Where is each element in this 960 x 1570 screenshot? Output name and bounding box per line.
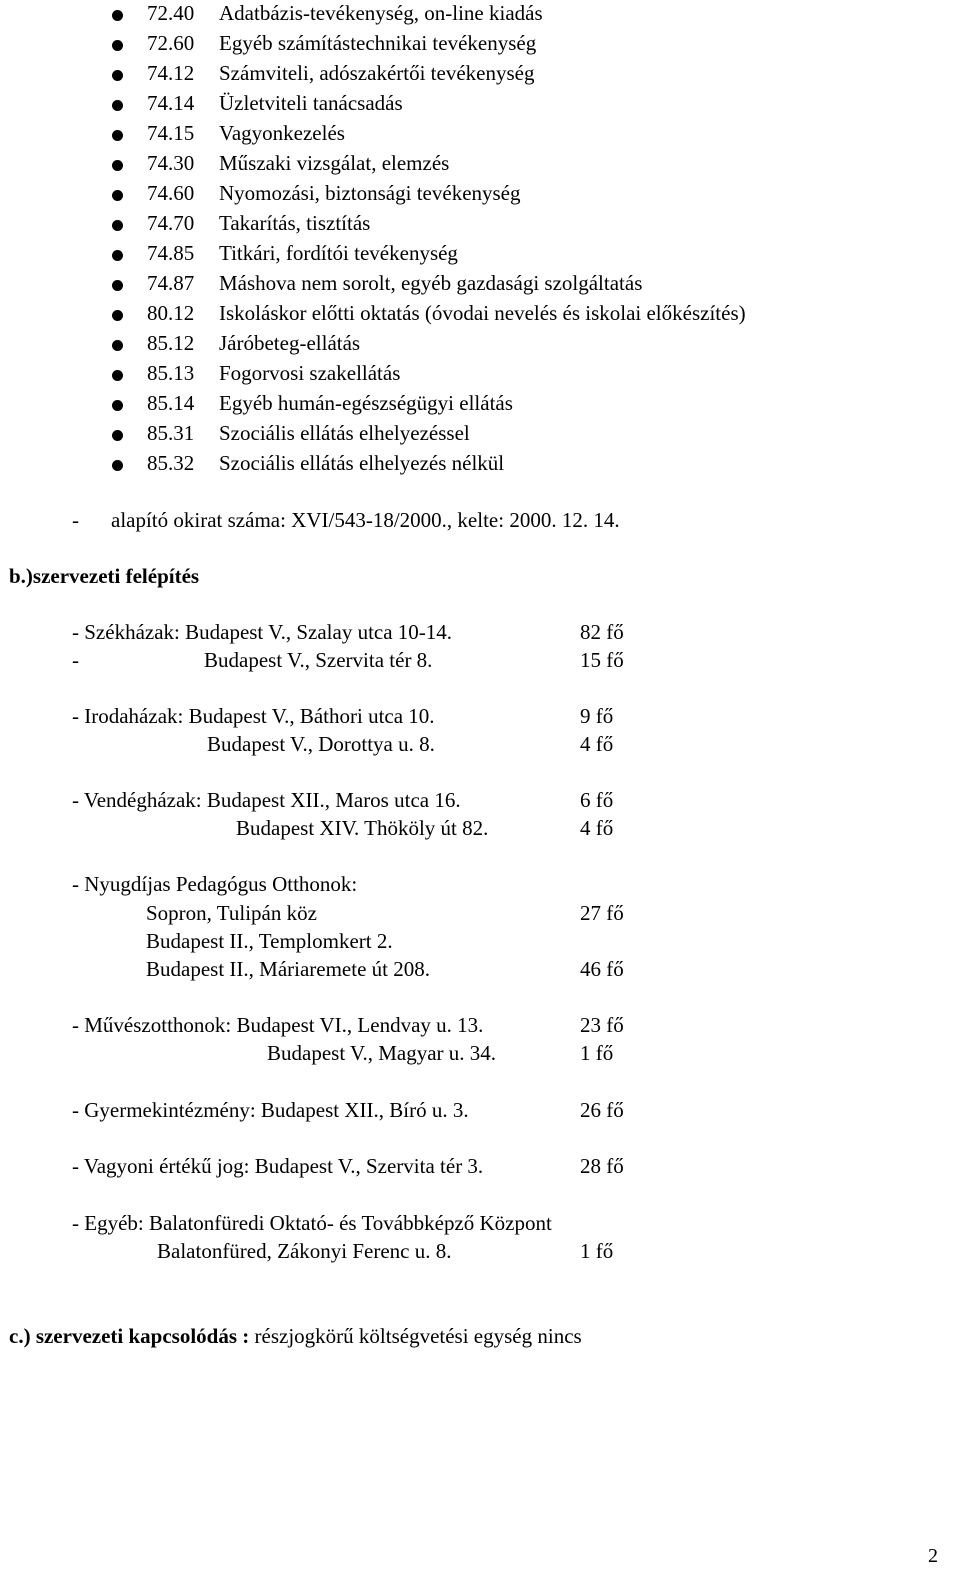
- staff-count: 4 fő: [580, 732, 614, 756]
- location-line: - Vagyoni értékű jog: Budapest V., Szervita tér 3.: [72, 1154, 484, 1178]
- activity-label: Titkári, fordítói tevékenység: [219, 241, 458, 265]
- location-line: Budapest XIV. Thököly út 82.: [236, 816, 489, 840]
- activity-code: 74.30: [147, 151, 195, 175]
- bullet-icon: [112, 10, 123, 21]
- bullet-icon: [112, 280, 123, 291]
- page-number: 2: [928, 1545, 938, 1567]
- activity-label: Műszaki vizsgálat, elemzés: [219, 151, 450, 175]
- list-item: [0, 153, 960, 183]
- activity-label: Számviteli, adószakértői tevékenység: [219, 61, 535, 85]
- bullet-icon: [112, 430, 123, 441]
- list-item: [0, 213, 960, 243]
- activity-label: Egyéb számítástechnikai tevékenység: [219, 31, 537, 55]
- activity-label: Máshova nem sorolt, egyéb gazdasági szolgáltatás: [219, 271, 643, 295]
- bullet-icon: [112, 70, 123, 81]
- activity-label: Egyéb humán-egészségügyi ellátás: [219, 391, 513, 415]
- activity-code: 74.60: [147, 181, 195, 205]
- bullet-icon: [112, 370, 123, 381]
- activity-code: 72.60: [147, 31, 195, 55]
- list-item: [0, 63, 960, 93]
- location-line: - Gyermekintézmény: Budapest XII., Bíró u. 3.: [72, 1098, 469, 1122]
- activity-code: 72.40: [147, 1, 195, 25]
- list-item: [0, 273, 960, 303]
- activity-code: 85.12: [147, 331, 195, 355]
- activity-label: Vagyonkezelés: [219, 121, 345, 145]
- bullet-icon: [112, 460, 123, 471]
- staff-count: 4 fő: [580, 816, 614, 840]
- activity-code: 85.14: [147, 391, 195, 415]
- list-item: [0, 333, 960, 363]
- activity-code: 74.12: [147, 61, 195, 85]
- activity-code: 80.12: [147, 301, 195, 325]
- bullet-icon: [112, 190, 123, 201]
- staff-count: 46 fő: [580, 957, 624, 981]
- location-line: Budapest V., Szervita tér 8.: [204, 648, 433, 672]
- bullet-icon: [112, 130, 123, 141]
- activity-label: Szociális ellátás elhelyezés nélkül: [219, 451, 505, 475]
- staff-count: 27 fő: [580, 901, 624, 925]
- staff-count: 9 fő: [580, 704, 614, 728]
- location-line: - Székházak: Budapest V., Szalay utca 10-14.: [72, 620, 453, 644]
- activity-code: 85.13: [147, 361, 195, 385]
- location-line: - Irodaházak: Budapest V., Báthori utca 10.: [72, 704, 435, 728]
- location-line: Budapest V., Dorottya u. 8.: [207, 732, 435, 756]
- list-item: [0, 33, 960, 63]
- bullet-icon: [112, 310, 123, 321]
- location-line: - Vendégházak: Budapest XII., Maros utca 16.: [72, 788, 461, 812]
- section-c-text: részjogkörű költségvetési egység nincs: [254, 1324, 582, 1348]
- location-line: - Egyéb: Balatonfüredi Oktató- és Továbbképző Központ: [72, 1211, 552, 1235]
- list-item: [0, 303, 960, 333]
- location-line: Budapest II., Máriaremete út 208.: [146, 957, 430, 981]
- activity-code: 74.87: [147, 271, 195, 295]
- activity-label: Iskoláskor előtti oktatás (óvodai nevelés és iskolai előkészítés): [219, 301, 746, 325]
- activity-label: Adatbázis-tevékenység, on-line kiadás: [219, 1, 543, 25]
- activity-code: 74.70: [147, 211, 195, 235]
- activity-code: 85.31: [147, 421, 195, 445]
- list-item: [0, 243, 960, 273]
- bullet-icon: [112, 400, 123, 411]
- staff-count: 15 fő: [580, 648, 624, 672]
- activity-label: Üzletviteli tanácsadás: [219, 91, 403, 115]
- bullet-icon: [112, 220, 123, 231]
- list-item: [0, 183, 960, 213]
- list-item: [0, 453, 960, 483]
- founding-doc-dash: -: [72, 508, 79, 532]
- activity-label: Takarítás, tisztítás: [219, 211, 371, 235]
- activity-code: 85.32: [147, 451, 195, 475]
- activity-label: Szociális ellátás elhelyezéssel: [219, 421, 470, 445]
- staff-count: 23 fő: [580, 1013, 624, 1037]
- location-line: - Nyugdíjas Pedagógus Otthonok:: [72, 872, 358, 896]
- staff-count: 6 fő: [580, 788, 614, 812]
- bullet-icon: [112, 340, 123, 351]
- location-line: Budapest II., Templomkert 2.: [146, 929, 393, 953]
- section-c-heading: c.) szervezeti kapcsolódás :: [9, 1324, 250, 1348]
- bullet-icon: [112, 40, 123, 51]
- activity-code: 74.14: [147, 91, 195, 115]
- activity-label: Járóbeteg-ellátás: [219, 331, 361, 355]
- location-line: Budapest V., Magyar u. 34.: [267, 1041, 497, 1065]
- location-line: Balatonfüred, Zákonyi Ferenc u. 8.: [157, 1239, 452, 1263]
- section-b-heading: b.)szervezeti felépítés: [9, 564, 200, 588]
- list-item: [0, 423, 960, 453]
- activity-code: 74.15: [147, 121, 195, 145]
- list-item: [0, 93, 960, 123]
- activity-code: 74.85: [147, 241, 195, 265]
- staff-count: 28 fő: [580, 1154, 624, 1178]
- activity-label: Fogorvosi szakellátás: [219, 361, 401, 385]
- founding-doc-text: alapító okirat száma: XVI/543-18/2000., kelte: 2000. 12. 14.: [111, 508, 620, 532]
- staff-count: 1 fő: [580, 1239, 614, 1263]
- list-item: [0, 123, 960, 153]
- location-line: Sopron, Tulipán köz: [146, 901, 317, 925]
- list-item: [0, 3, 960, 33]
- activity-label: Nyomozási, biztonsági tevékenység: [219, 181, 521, 205]
- list-item: [0, 363, 960, 393]
- section-c: [9, 1326, 582, 1347]
- staff-count: 82 fő: [580, 620, 624, 644]
- bullet-icon: [112, 100, 123, 111]
- staff-count: 26 fő: [580, 1098, 624, 1122]
- location-dash: -: [72, 648, 79, 672]
- bullet-icon: [112, 160, 123, 171]
- location-line: - Művészotthonok: Budapest VI., Lendvay u. 13.: [72, 1013, 484, 1037]
- staff-count: 1 fő: [580, 1041, 614, 1065]
- list-item: [0, 393, 960, 423]
- bullet-icon: [112, 250, 123, 261]
